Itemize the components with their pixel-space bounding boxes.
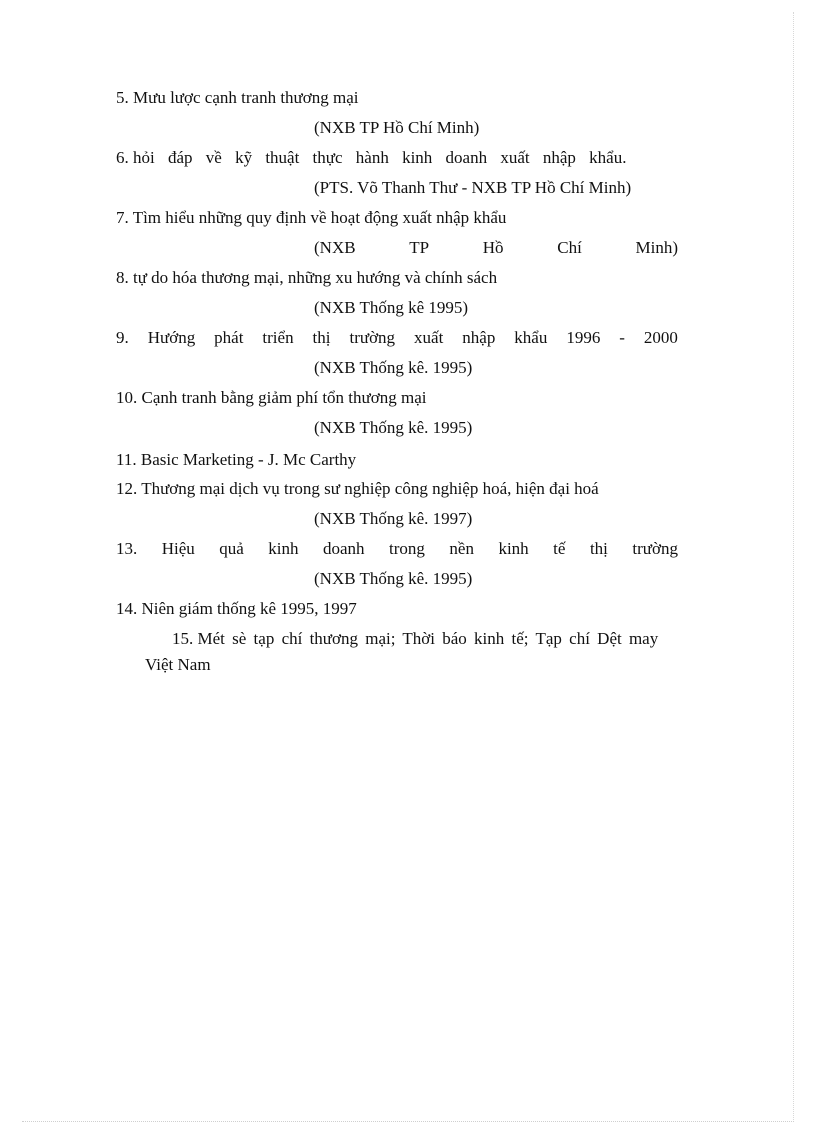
title-word: thị [589, 539, 608, 558]
reference-number: 15. [172, 629, 194, 648]
reference-number: 14. [116, 599, 138, 618]
title-word: Hiệu [161, 539, 195, 558]
reference-10-source: (NXB Thống kê. 1995) [314, 418, 473, 437]
reference-12-source: (NXB Thống kê. 1997) [314, 509, 473, 528]
reference-number: 10. [116, 388, 138, 407]
reference-title: Basic Marketing - J. Mc Carthy [140, 450, 357, 469]
title-word: trường [349, 328, 396, 347]
page-edge-rule [793, 12, 794, 1122]
reference-title: hỏi đáp về kỹ thuật thực hành kinh doanh xuất nhập khẩu. [133, 148, 627, 167]
title-word: tế [553, 539, 566, 558]
title-word: kinh [498, 539, 529, 558]
title-word: doanh [323, 539, 365, 558]
reference-number: 11. [116, 450, 137, 469]
source-word: Chí [557, 238, 582, 257]
reference-title: Cạnh tranh bằng giảm phí tổn thương mại [141, 388, 427, 407]
title-word: thị [312, 328, 331, 347]
title-word: khẩu [514, 328, 548, 347]
source-word: Minh) [635, 238, 678, 257]
reference-number: 5. [116, 88, 129, 107]
title-word: nền [449, 539, 474, 558]
reference-number: 9. [116, 328, 129, 347]
reference-12 [116, 479, 599, 499]
reference-title: Thương mại dịch vụ trong sư nghiệp công nghiệp hoá, hiện đại hoá [141, 479, 599, 498]
reference-title: Mưu lược cạnh tranh thương mại [133, 88, 359, 107]
title-word: trong [389, 539, 425, 558]
reference-title: tự do hóa thương mại, những xu hướng và chính sách [133, 268, 498, 287]
reference-14 [116, 599, 357, 619]
title-word: 2000 [643, 328, 678, 347]
reference-5-source: (NXB TP Hồ Chí Minh) [314, 118, 480, 137]
reference-8-source: (NXB Thống kê 1995) [314, 298, 469, 317]
reference-number: 12. [116, 479, 138, 498]
reference-title: Tìm hiểu những quy định về hoạt động xuất nhập khẩu [132, 208, 507, 227]
reference-number: 13. [116, 539, 138, 558]
title-word: nhập [462, 328, 496, 347]
reference-13-source: (NXB Thống kê. 1995) [314, 569, 473, 588]
reference-10 [116, 388, 426, 408]
title-word: 1996 [566, 328, 601, 347]
title-word: kinh [268, 539, 299, 558]
title-word: Hướng [147, 328, 196, 347]
title-word: trường [632, 539, 678, 558]
reference-6-source: (PTS. Võ Thanh Thư - NXB TP Hồ Chí Minh) [314, 178, 632, 197]
reference-9-source: (NXB Thống kê. 1995) [314, 358, 473, 377]
reference-title: Niên giám thống kê 1995, 1997 [141, 599, 357, 618]
reference-title: Mét sè tạp chí thương mại; Thời báo kinh tế; Tạp chí Dệt may [197, 629, 659, 648]
reference-number: 8. [116, 268, 129, 287]
title-word: phát [214, 328, 244, 347]
title-word: triển [262, 328, 294, 347]
reference-11 [116, 450, 356, 470]
page-bottom-rule [22, 1121, 794, 1122]
source-word: TP [409, 238, 430, 257]
reference-6 [116, 148, 626, 168]
reference-5 [116, 88, 359, 108]
reference-number: 7. [116, 208, 129, 227]
reference-9 [116, 328, 678, 348]
title-word: - [619, 328, 625, 347]
title-word: xuất [414, 328, 444, 347]
source-word: (NXB [314, 238, 356, 257]
reference-8 [116, 268, 497, 288]
reference-7-source [314, 238, 678, 258]
reference-7 [116, 208, 506, 228]
source-word: Hồ [482, 238, 504, 257]
reference-15-continuation: Việt Nam [145, 655, 211, 674]
title-word: quả [219, 539, 244, 558]
reference-number: 6. [116, 148, 129, 167]
reference-15 [172, 629, 658, 649]
reference-13 [116, 539, 678, 559]
